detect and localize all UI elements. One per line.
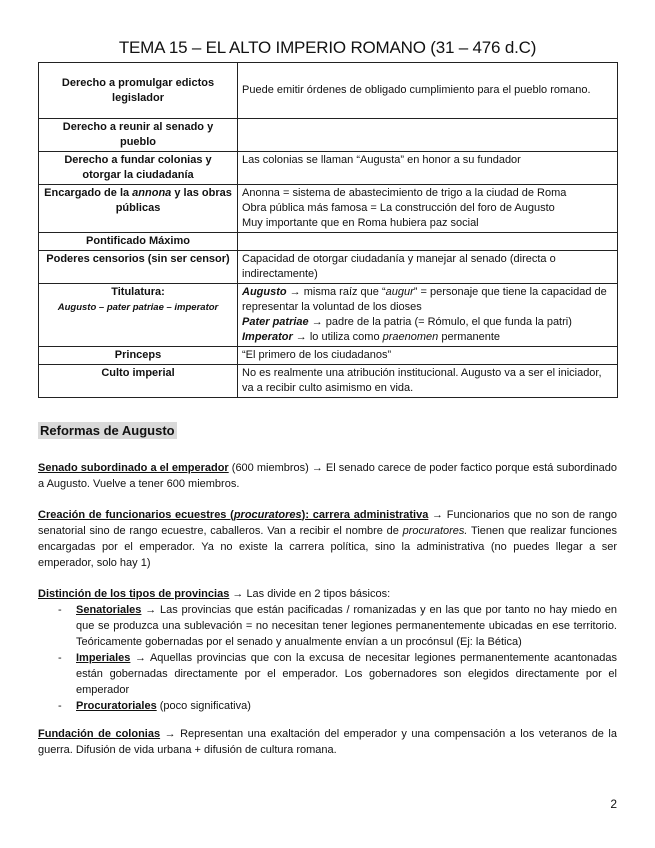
table-row: [39, 251, 618, 284]
item-text: (poco significativa): [156, 700, 251, 712]
cell-text: y las obras públicas: [115, 187, 232, 214]
table-cell-left: Culto imperial: [39, 365, 238, 398]
cell-line: Obra pública más famosa = La construcción del foro de Augusto: [242, 202, 555, 214]
table-cell-right: Las colonias se llaman “Augusta” en honor a su fundador: [238, 152, 618, 185]
cell-text-italic: annona: [132, 187, 172, 199]
table-cell-right: [238, 185, 618, 233]
dash-bullet: -: [58, 652, 62, 664]
table-row: [39, 152, 618, 185]
table-cell-left: [39, 284, 238, 347]
cell-subtext: Augusto – pater patriae – imperator: [57, 302, 219, 313]
paragraph-text: Tienen que realizar funciones encargadas por el emperador. Ya no existe la carrera política, sino la administrativa (no puedes llegar a ser emperador, solo hay 1): [38, 525, 617, 569]
table-row: [39, 185, 618, 233]
cell-text: → padre de la patria (= Rómulo, el que funda la patri): [308, 316, 572, 328]
table-cell-right: [238, 233, 618, 251]
attributions-table: [38, 62, 618, 398]
heading-text: ): carrera administrativa: [301, 509, 429, 521]
term: Imperator: [242, 331, 293, 343]
item-heading: Imperiales: [76, 652, 131, 664]
paragraph-senado: [38, 460, 617, 492]
cell-text: Titulatura:: [111, 286, 165, 298]
table-cell-left: Poderes censorios (sin ser censor): [39, 251, 238, 284]
paragraph-funcionarios: [38, 507, 617, 571]
cell-text: Encargado de la: [44, 187, 133, 199]
heading-text: Creación de funcionarios ecuestres (: [38, 509, 234, 521]
paragraph-heading: Distinción de los tipos de provincias: [38, 588, 230, 600]
list-item: [38, 698, 617, 714]
list-item: [38, 602, 617, 650]
item-text: → Aquellas provincias que con la excusa de necesitar legiones permanentemente acantonadas están gobernadas directamente por el emperador. Los gobernadores son elegidos directamente por el emperador: [76, 652, 617, 696]
paragraph-italic: procuratores.: [402, 525, 468, 537]
term-italic: augur: [385, 286, 414, 298]
paragraph-provincias: [38, 586, 617, 714]
table-cell-left: Princeps: [39, 347, 238, 365]
cell-text: ” = personaje que tiene la capacidad de representar la voluntad de los dioses: [242, 286, 607, 313]
table-cell-left: [39, 185, 238, 233]
table-row: [39, 365, 618, 398]
table-cell-left: Derecho a reunir al senado y pueblo: [39, 119, 238, 152]
dash-bullet: -: [58, 700, 62, 712]
page-number: 2: [610, 797, 617, 811]
cell-line: [242, 285, 612, 315]
table-row: [39, 63, 618, 119]
term-italic: praenomen: [382, 331, 439, 343]
table-cell-left: Pontificado Máximo: [39, 233, 238, 251]
section-heading: Reformas de Augusto: [40, 423, 175, 438]
paragraph-text: (600 miembros) → El senado carece de poder factico porque está subordinado a Augusto. Vuelve a tener 600 miembros.: [38, 462, 617, 490]
paragraph-heading: Senado subordinado a el emperador: [38, 462, 229, 474]
term: Augusto: [242, 286, 287, 298]
heading-italic: procuratores: [233, 509, 302, 521]
item-text: → Las provincias que están pacificadas / romanizadas y en las que por tanto no hay miedo en que se produzca una sublevación = no necesitan tener legiones permanentemente ubicadas en ese territorio. Teóricamente gobernadas por el senado y anualmente envían a un procónsul (Ej: la Bética): [76, 604, 617, 648]
province-list: [38, 602, 617, 714]
table-row: [39, 347, 618, 365]
term: Pater patriae: [242, 316, 309, 328]
table-cell-right: “El primero de los ciudadanos”: [238, 347, 618, 365]
cell-text: permanente: [438, 331, 501, 343]
table-row: [39, 119, 618, 152]
table-row: [39, 233, 618, 251]
table-cell-right: Puede emitir órdenes de obligado cumplimiento para el pueblo romano.: [238, 63, 618, 119]
paragraph-text: → Las divide en 2 tipos básicos:: [229, 588, 391, 600]
item-heading: Senatoriales: [76, 604, 142, 616]
cell-line: Anonna = sistema de abastecimiento de trigo a la ciudad de Roma: [242, 187, 567, 199]
cell-text: → lo utiliza como: [292, 331, 383, 343]
cell-line: [242, 315, 612, 330]
paragraph-text: → Funcionarios que no son de rango senatorial sino de rango ecuestre, caballeros. Van a recibir el nombre de: [38, 509, 618, 537]
paragraph-colonias: [38, 726, 617, 758]
table-row: [39, 284, 618, 347]
paragraph-heading: [38, 509, 428, 521]
cell-line: Muy importante que en Roma hubiera paz social: [242, 217, 479, 229]
cell-text: → misma raíz que “: [286, 286, 386, 298]
paragraph-heading: Fundación de colonias: [38, 728, 161, 740]
cell-line: [242, 330, 612, 345]
table-cell-left: Derecho a promulgar edictos legislador: [39, 63, 238, 119]
table-cell-right: [238, 119, 618, 152]
table-cell-right: No es realmente una atribución institucional. Augusto va a ser el iniciador, va a recibir culto asimismo en vida.: [238, 365, 618, 398]
list-item: [38, 650, 617, 698]
page-title: TEMA 15 – EL ALTO IMPERIO ROMANO (31 – 476 d.C): [118, 38, 537, 57]
dash-bullet: -: [58, 604, 62, 616]
paragraph-lead: [38, 586, 617, 602]
table-cell-left: Derecho a fundar colonias y otorgar la ciudadanía: [39, 152, 238, 185]
paragraph-text: → Representan una exaltación del emperador y una compensación a los veteranos de la guerra. Difusión de vida urbana + difusión de cultura romana.: [38, 728, 617, 756]
table-cell-right: [238, 284, 618, 347]
table-cell-right: Capacidad de otorgar ciudadanía y manejar al senado (directa o indirectamente): [238, 251, 618, 284]
item-heading: Procuratoriales: [76, 700, 157, 712]
